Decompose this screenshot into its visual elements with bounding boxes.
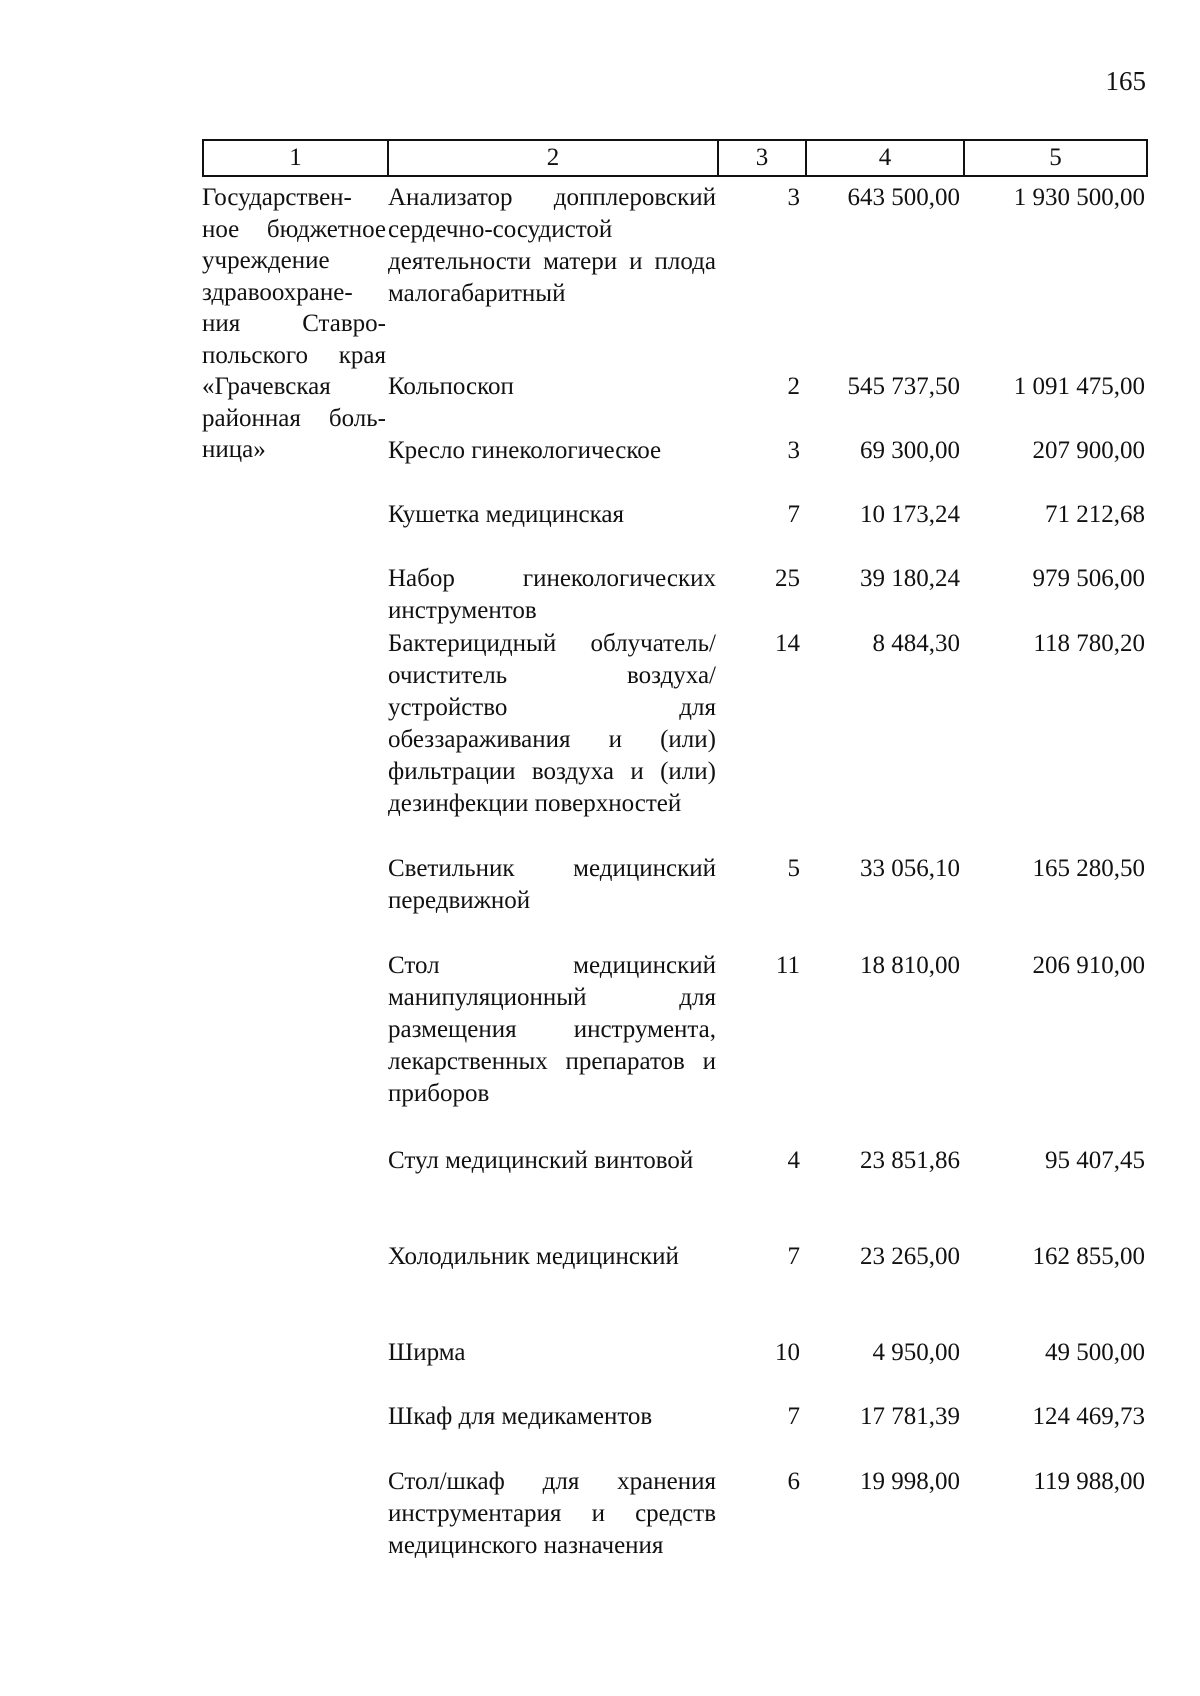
item-total: 119 988,00 [1033, 1468, 1145, 1495]
item-qty: 3 [787, 437, 800, 464]
item-qty: 2 [787, 373, 800, 400]
item-qty: 5 [787, 855, 800, 882]
item-name: Набор гинекологических инструментов [388, 565, 716, 624]
item-qty: 6 [787, 1468, 800, 1495]
item-price: 10 173,24 [860, 501, 960, 528]
item-price: 19 998,00 [860, 1468, 960, 1495]
item-name: Бактерицидный облучатель/очиститель воздуха/устройство для обеззараживания и (или) фильтрации воздуха и (или) дезинфекции поверхностей [388, 630, 716, 817]
item-price: 39 180,24 [860, 565, 960, 592]
item-total: 207 900,00 [1032, 437, 1145, 464]
item-qty: 11 [775, 952, 800, 979]
item-qty: 4 [787, 1147, 800, 1174]
item-price: 69 300,00 [860, 437, 960, 464]
item-name: Ширма [388, 1339, 466, 1366]
header-cell-5: 5 [1049, 144, 1062, 171]
page-number: 165 [1105, 66, 1146, 96]
item-qty: 7 [787, 1243, 800, 1270]
item-price: 17 781,39 [860, 1403, 960, 1430]
item-total: 71 212,68 [1045, 501, 1145, 528]
item-total: 49 500,00 [1045, 1339, 1145, 1366]
item-total: 979 506,00 [1032, 565, 1145, 592]
header-cell-4: 4 [807, 141, 965, 175]
header-cell-2: 2 [389, 141, 719, 175]
item-total: 206 910,00 [1032, 952, 1145, 979]
item-price: 545 737,50 [847, 373, 960, 400]
organization-line: учреждение [202, 247, 330, 274]
item-total: 95 407,45 [1045, 1147, 1145, 1174]
item-qty: 7 [787, 1403, 800, 1430]
item-name: Кушетка медицинская [388, 501, 624, 528]
item-price: 23 265,00 [860, 1243, 960, 1270]
organization-name [202, 182, 386, 466]
item-total: 162 855,00 [1032, 1243, 1145, 1270]
item-name: Кольпоскоп [388, 373, 514, 400]
item-total: 165 280,50 [1032, 855, 1145, 882]
item-total: 124 469,73 [1032, 1403, 1145, 1430]
item-price: 18 810,00 [860, 952, 960, 979]
item-name: Стул медицинский винтовой [388, 1147, 694, 1174]
item-qty: 7 [787, 501, 800, 528]
item-total: 118 780,20 [1033, 630, 1145, 657]
item-name: Светильник медицинский передвижной [388, 855, 716, 914]
item-total: 1 091 475,00 [1013, 373, 1145, 400]
item-name: Стол/шкаф для хранения инструментария и средств медицинского назначения [388, 1468, 716, 1559]
item-name: Анализатор допплеровский сердечно-сосудистой деятельности матери и плода малогабаритный [388, 184, 716, 307]
item-price: 23 851,86 [860, 1147, 960, 1174]
item-name: Кресло гинекологическое [388, 437, 662, 464]
organization-line: ница» [202, 436, 266, 463]
organization-line: ния Ставро- [202, 310, 386, 337]
item-price: 4 950,00 [872, 1339, 960, 1366]
item-qty: 3 [787, 184, 800, 211]
header-cell-3: 3 [719, 141, 807, 175]
item-price: 8 484,30 [872, 630, 960, 657]
organization-line: Государствен- [202, 184, 352, 211]
item-qty: 10 [775, 1339, 800, 1366]
organization-line: ное бюджетное [202, 215, 386, 243]
item-total: 1 930 500,00 [1013, 184, 1145, 211]
item-qty: 14 [775, 630, 800, 657]
organization-line: здравоохране- [202, 278, 353, 306]
item-qty: 25 [775, 565, 800, 592]
table-header-row [202, 139, 1148, 177]
item-name: Стол медицинский манипуляционный для размещения инструмента, лекарственных препаратов и приборов [388, 952, 716, 1107]
organization-line: районная боль- [202, 404, 386, 432]
header-cell-1: 1 [204, 141, 389, 175]
organization-line: «Грачевская [202, 373, 331, 400]
organization-line: польского края [202, 341, 386, 369]
item-name: Шкаф для медикаментов [388, 1403, 653, 1430]
item-name: Холодильник медицинский [388, 1243, 679, 1270]
item-price: 643 500,00 [847, 184, 960, 211]
item-price: 33 056,10 [860, 855, 960, 882]
